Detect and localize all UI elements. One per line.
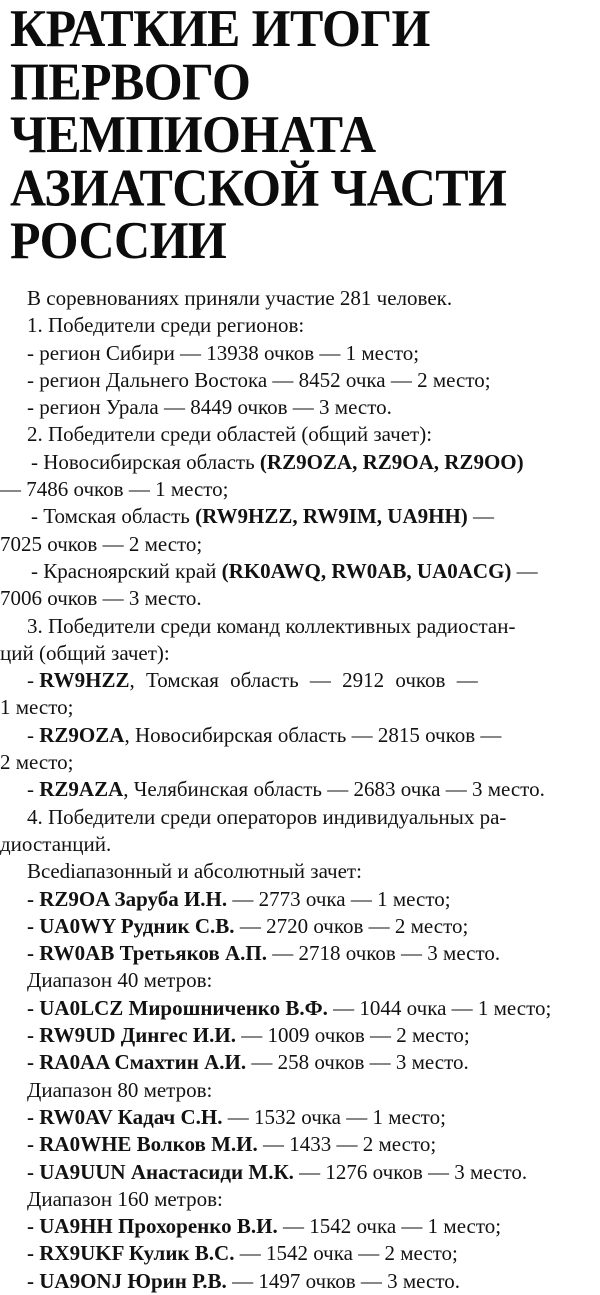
oblast-result-cont: 7006 очков — 3 место. xyxy=(0,586,202,611)
title-line: ЧЕМПИОНАТА xyxy=(10,104,376,164)
title-line: РОССИИ xyxy=(10,210,227,270)
oblast-result: - Красноярский край (RK0AWQ, RW0AB, UA0ACG) — xyxy=(31,558,538,583)
region-result: - регион Урала — 8449 очков — 3 место. xyxy=(27,395,392,420)
operator-result: - UA9ONJ Юрин Р.В. — 1497 очков — 3 место. xyxy=(27,1268,460,1293)
callsign: RZ9AZA xyxy=(39,777,124,802)
region-result: - регион Дальнего Востока — 8452 очка — 2 место; xyxy=(27,367,491,392)
section-1-heading: 1. Победители среди регионов: xyxy=(27,313,305,338)
section-3-heading-cont: ций (общий зачет): xyxy=(0,640,170,665)
callsigns: (RZ9OZA, RZ9OA, RZ9OO) xyxy=(259,449,524,474)
team-result-cont: 2 место; xyxy=(0,750,74,775)
oblast-result-cont: — 7486 очков — 1 место; xyxy=(0,477,229,502)
article-body xyxy=(0,285,600,1295)
operator-result: - RA0AA Смахтин А.И. — 258 очков — 3 место. xyxy=(27,1050,469,1075)
title-line: АЗИАТСКОЙ ЧАСТИ xyxy=(10,157,507,217)
group-label: Диапазон 40 метров: xyxy=(27,968,213,993)
group-label: Всediапазонный и абсолютный зачет: xyxy=(27,859,362,884)
callsigns: (RK0AWQ, RW0AB, UA0ACG) xyxy=(221,558,512,583)
operator-result: - RW0AB Третьяков А.П. — 2718 очков — 3 место. xyxy=(27,941,501,966)
team-result: - RZ9OZA, Новосибирская область — 2815 очков — xyxy=(27,722,502,747)
section-4-heading-cont: диостанций. xyxy=(0,831,112,856)
group-label: Диапазон 160 метров: xyxy=(27,1186,223,1211)
team-result: - RW9HZZ, Томская область — 2912 очков — xyxy=(27,668,478,693)
operator-result: - RA0WHE Волков М.И. — 1433 — 2 место; xyxy=(27,1132,437,1157)
oblast-result: - Томская область (RW9HZZ, RW9IM, UA9HH) — xyxy=(31,504,495,529)
oblast-result: - Новосибирская область (RZ9OZA, RZ9OA, RZ9OO) xyxy=(31,449,524,474)
title-line: КРАТКИЕ ИТОГИ xyxy=(10,0,430,58)
operator-result: - RX9UKF Кулик В.С. — 1542 очка — 2 место; xyxy=(27,1241,458,1266)
oblast-result-cont: 7025 очков — 2 место; xyxy=(0,531,203,556)
operator-result: - RZ9OA Заруба И.Н. — 2773 очка — 1 место; xyxy=(27,886,451,911)
operator-result: - UA0WY Рудник С.В. — 2720 очков — 2 место; xyxy=(27,913,469,938)
operator-result: - UA9UUN Анастасиди М.К. — 1276 очков — 3 место. xyxy=(27,1159,528,1184)
section-4-heading: 4. Победители среди операторов индивидуальных ра- xyxy=(27,804,507,829)
operator-result: - UA0LCZ Мирошниченко В.Ф. — 1044 очка — 1 место; xyxy=(27,995,552,1020)
operator-result: - RW9UD Дингес И.И. — 1009 очков — 2 место; xyxy=(27,1023,470,1048)
region-result: - регион Сибири — 13938 очков — 1 место; xyxy=(27,340,420,365)
title-line: ПЕРВОГО xyxy=(10,51,251,111)
team-result: - RZ9AZA, Челябинская область — 2683 очка — 3 место. xyxy=(27,777,545,802)
group-label: Диапазон 80 метров: xyxy=(27,1077,213,1102)
section-2-heading: 2. Победители среди областей (общий зачет): xyxy=(27,422,433,447)
section-3-heading: 3. Победители среди команд коллективных радиостан- xyxy=(27,613,516,638)
callsign: RZ9OZA xyxy=(39,722,125,747)
intro-paragraph: В соревнованиях приняли участие 281 человек. xyxy=(27,286,453,310)
callsign: RW9HZZ xyxy=(39,668,130,693)
article-title xyxy=(10,0,507,270)
team-result-cont: 1 место; xyxy=(0,695,74,720)
operator-result: - UA9HH Прохоренко В.И. — 1542 очка — 1 место; xyxy=(27,1214,502,1239)
callsigns: (RW9HZZ, RW9IM, UA9HH) xyxy=(195,504,468,529)
operator-result: - RW0AV Кадач С.Н. — 1532 очка — 1 место; xyxy=(27,1104,446,1129)
